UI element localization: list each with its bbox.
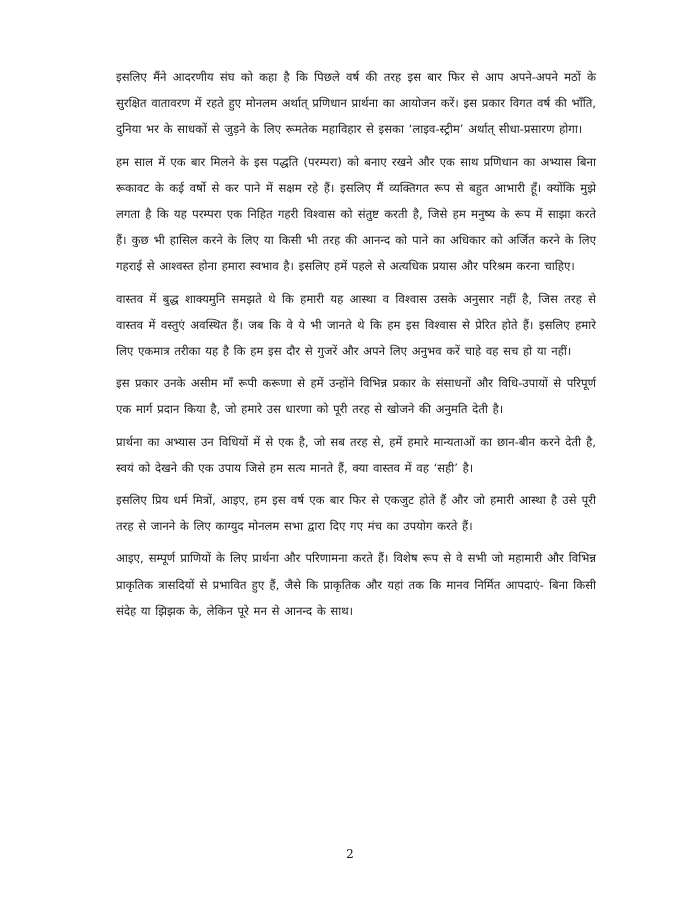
paragraph-5: प्रार्थना का अभ्यास उन विधियों में से एक है, जो सब तरह से, हमें हमारे मान्यताओं का छान-बीन करने देती है, स्वयं को देखने की एक उपाय जिसे हम सत्य मानते हैं, क्या वास्तव में वह ‘सही’ है। <box>116 434 596 475</box>
page-number: 2 <box>346 847 354 861</box>
document-body <box>116 64 596 624</box>
paragraph-2: हम साल में एक बार मिलने के इस पद्धति (परम्परा) को बनाए रखने और एक साथ प्रणिधान का अभ्यास बिना रूकावट के कई वर्षो से कर पाने में सक्षम रहे हैं। इसलिए मैं व्यक्तिगत रूप से बहुत आभारी हूँ। क्योंकि मुझे लगता है कि यह परम्परा एक निहित गहरी विश्वास को संतुष्ट करती है, जिसे हम मनुष्य के रूप में साझा करते हैं। कुछ भी हासिल करने के लिए या किसी भी तरह की आनन्द को पाने का अधिकार को अर्जित करने के लिए गहराई से आश्वस्त होना हमारा स्वभाव है। इसलिए हमें पहले से अत्यधिक प्रयास और परिश्रम करना चाहिए। <box>116 154 596 274</box>
paragraph-7: आइए, सम्पूर्ण प्राणियों के लिए प्रार्थना और परिणामना करते हैं। विशेष रूप से वे सभी जो महामारी और विभिन्न प्राकृतिक त्रासदियों से प्रभावित हुए हैं, जैसे कि प्राकृतिक और यहां तक कि मानव निर्मित आपदाएं- बिना किसी संदेह या झिझक के, लेकिन पूरे मन से आनन्द के साथ। <box>116 551 596 618</box>
paragraph-1: इसलिए मैंने आदरणीय संघ को कहा है कि पिछले वर्ष की तरह इस बार फिर से आप अपने-अपने मठों के सुरक्षित वातावरण में रहते हुए मोनलम अर्थात् प्रणिधान प्रार्थना का आयोजन करें। इस प्रकार विगत वर्ष की भाँति, दुनिया भर के साधकों से जुड़ने के लिए रूमतेक महाविहार से इसका ‘लाइव-स्ट्रीम’ अर्थात् सीधा-प्रसारण होगा। <box>116 70 596 137</box>
paragraph-6: इसलिए प्रिय धर्म मित्रों, आइए, हम इस वर्ष एक बार फिर से एकजुट होते हैं और जो हमारी आस्था है उसे पूरी तरह से जानने के लिए काग्युद मोनलम सभा द्वारा दिए गए मंच का उपयोग करते हैं। <box>116 493 596 534</box>
paragraph-4: इस प्रकार उनके असीम माँ रूपी करूणा से हमें उन्होंने विभिन्न प्रकार के संसाधनों और विधि-उपायों से परिपूर्ण एक मार्ग प्रदान किया है, जो हमारे उस धारणा को पूरी तरह से खोजने की अनुमति देती है। <box>116 376 596 417</box>
paragraph-3: वास्तव में बुद्ध शाक्यमुनि समझते थे कि हमारी यह आस्था व विश्वास उसके अनुसार नहीं है, जिस तरह से वास्तव में वस्तुएं अवस्थित हैं। जब कि वे ये भी जानते थे कि हम इस विश्वास से प्रेरित होते हैं। इसलिए हमारे लिए एकमात्र तरीका यह है कि हम इस दौर से गुजरें और अपने लिए अनुभव करें चाहे वह सच हो या नहीं। <box>116 291 596 359</box>
